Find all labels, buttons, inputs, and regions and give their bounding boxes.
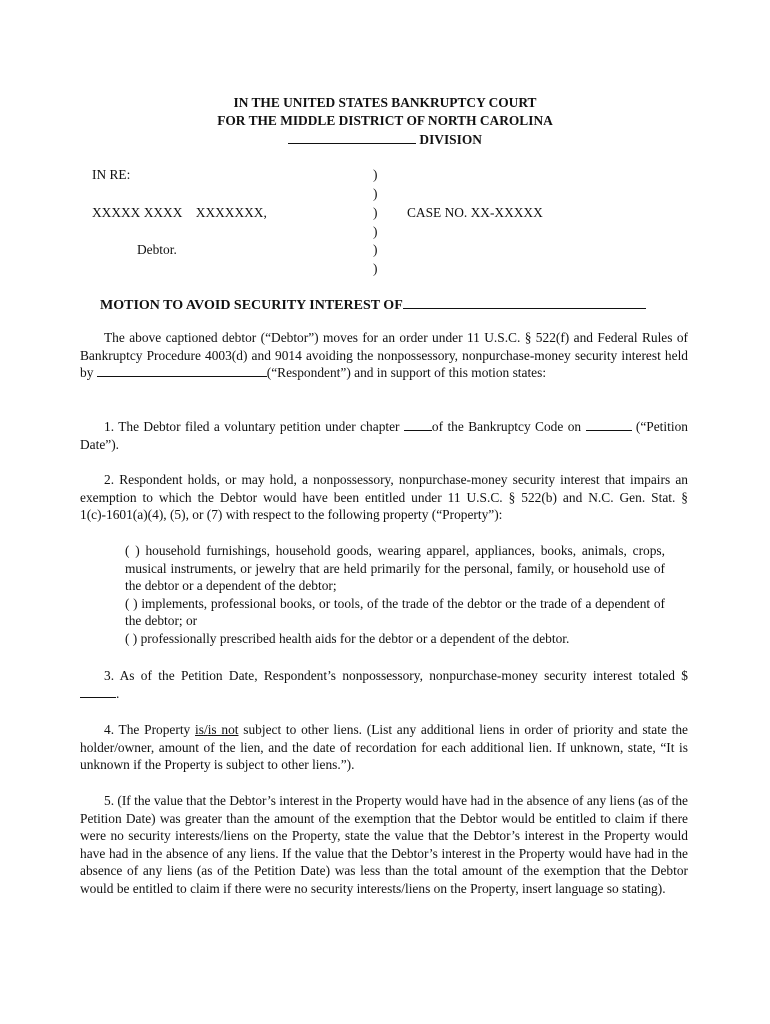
court-heading bbox=[0, 94, 770, 149]
caption-paren: ) bbox=[373, 261, 378, 276]
property-option-tools: ( ) implements, professional books, or tools, of the trade of the debtor or the trade of a dependent of the debtor; or bbox=[125, 595, 665, 629]
respondent-name-blank bbox=[403, 296, 646, 309]
paragraph-4 bbox=[80, 721, 688, 774]
property-option-household: ( ) household furnishings, household goods, wearing apparel, appliances, books, animals, crops, musical instruments, or jewelry that are held primarily for the personal, family, or household use of the debtor or a dependent of the debtor; bbox=[125, 543, 665, 594]
property-option-health-aids: ( ) professionally prescribed health aids for the debtor or a dependent of the debtor. bbox=[125, 630, 570, 646]
caption-paren: ) bbox=[373, 167, 378, 182]
p4-text-a: 4. The Property bbox=[104, 722, 191, 737]
case-number: CASE NO. XX-XXXXX bbox=[407, 205, 543, 220]
debtor-label: Debtor. bbox=[137, 242, 177, 257]
p3-text-b: . bbox=[116, 685, 120, 701]
paragraph-1-text bbox=[80, 418, 688, 453]
paragraph-3 bbox=[80, 667, 688, 702]
paragraph-4-text bbox=[80, 721, 688, 774]
paragraph-2-text: 2. Respondent holds, or may hold, a nonpossessory, nonpurchase-money security interest that impairs an exemption to which the Debtor would have been entitled under 11 U.S.C. § 522(b) and N.C. Gen. Stat. § 1(c)-1601(a)(4), (5), or (7) with respect to the following property (“Property”): bbox=[80, 472, 688, 523]
paragraph-3-text bbox=[80, 667, 688, 702]
in-re-label: IN RE: bbox=[92, 167, 131, 182]
p4-text-b: subject to other liens. (List any additional liens in order of priority and state the holder/owner, amount of the lien, and the date of recordation for each additional lien. If unknown, state, “It is unknown if the Property is subject to other liens.”). bbox=[80, 722, 688, 773]
motion-title bbox=[100, 296, 720, 315]
property-options-list bbox=[125, 542, 665, 648]
p1-text-b: of the Bankruptcy Code on bbox=[431, 419, 582, 434]
intro-text bbox=[80, 329, 688, 382]
p1-text-c: (“Petition Date”). bbox=[80, 419, 688, 452]
respondent-blank bbox=[97, 364, 267, 377]
is-not-option: is not bbox=[207, 722, 239, 737]
caption-paren: ) bbox=[373, 186, 378, 201]
court-division-line bbox=[0, 131, 770, 149]
caption-paren: ) bbox=[373, 242, 378, 257]
paragraph-2 bbox=[80, 471, 688, 524]
intro-part1: The above captioned debtor (“Debtor”) moves for an order under 11 U.S.C. § 522(f) and Federal Rules of Bankruptcy Procedure 4003(d) and 9014 avoiding the nonpossessory, nonpurchase-money security interest held by bbox=[80, 330, 688, 381]
case-caption bbox=[0, 166, 770, 278]
court-district-line: FOR THE MIDDLE DISTRICT OF NORTH CAROLINA bbox=[217, 113, 553, 129]
p3-text-a: 3. As of the Petition Date, Respondent’s nonpossessory, nonpurchase-money security interest totaled $ bbox=[104, 668, 688, 683]
intro-part2: (“Respondent”) and in support of this motion states: bbox=[266, 365, 547, 381]
division-blank bbox=[288, 131, 416, 144]
option-slash: / bbox=[203, 722, 208, 737]
chapter-blank bbox=[404, 418, 432, 431]
amount-blank bbox=[80, 685, 116, 698]
intro-paragraph bbox=[80, 329, 688, 382]
caption-paren: ) bbox=[373, 205, 378, 220]
paragraph-1 bbox=[80, 418, 688, 453]
paragraph-5 bbox=[80, 792, 688, 898]
p1-text-a: 1. The Debtor filed a voluntary petition under chapter bbox=[104, 419, 400, 434]
petition-date-blank bbox=[586, 418, 632, 431]
paragraph-5-text: 5. (If the value that the Debtor’s interest in the Property would have had in the absence of any liens (as of the Petition Date) was greater than the amount of the exemption that the Debtor would be entitled to claim if there were no security interests/liens on the Property, state the value that the Debtor’s interest in the Property would have had in the absence of any liens. If the value that the Debtor’s interest in the Property would have had in the absence of any liens (as of the Petition Date) was less than the total amount of the exemption that the Debtor would be entitled to claim if there were no security interests/liens on the Property, insert language so stating). bbox=[80, 793, 688, 896]
debtor-name: XXXXX XXXX XXXXXXX, bbox=[92, 205, 267, 220]
caption-paren: ) bbox=[373, 224, 378, 239]
motion-title-text: MOTION TO AVOID SECURITY INTEREST OF bbox=[100, 298, 403, 313]
is-option: is bbox=[195, 722, 204, 737]
court-name-line: IN THE UNITED STATES BANKRUPTCY COURT bbox=[233, 95, 537, 110]
division-label: DIVISION bbox=[419, 131, 482, 147]
